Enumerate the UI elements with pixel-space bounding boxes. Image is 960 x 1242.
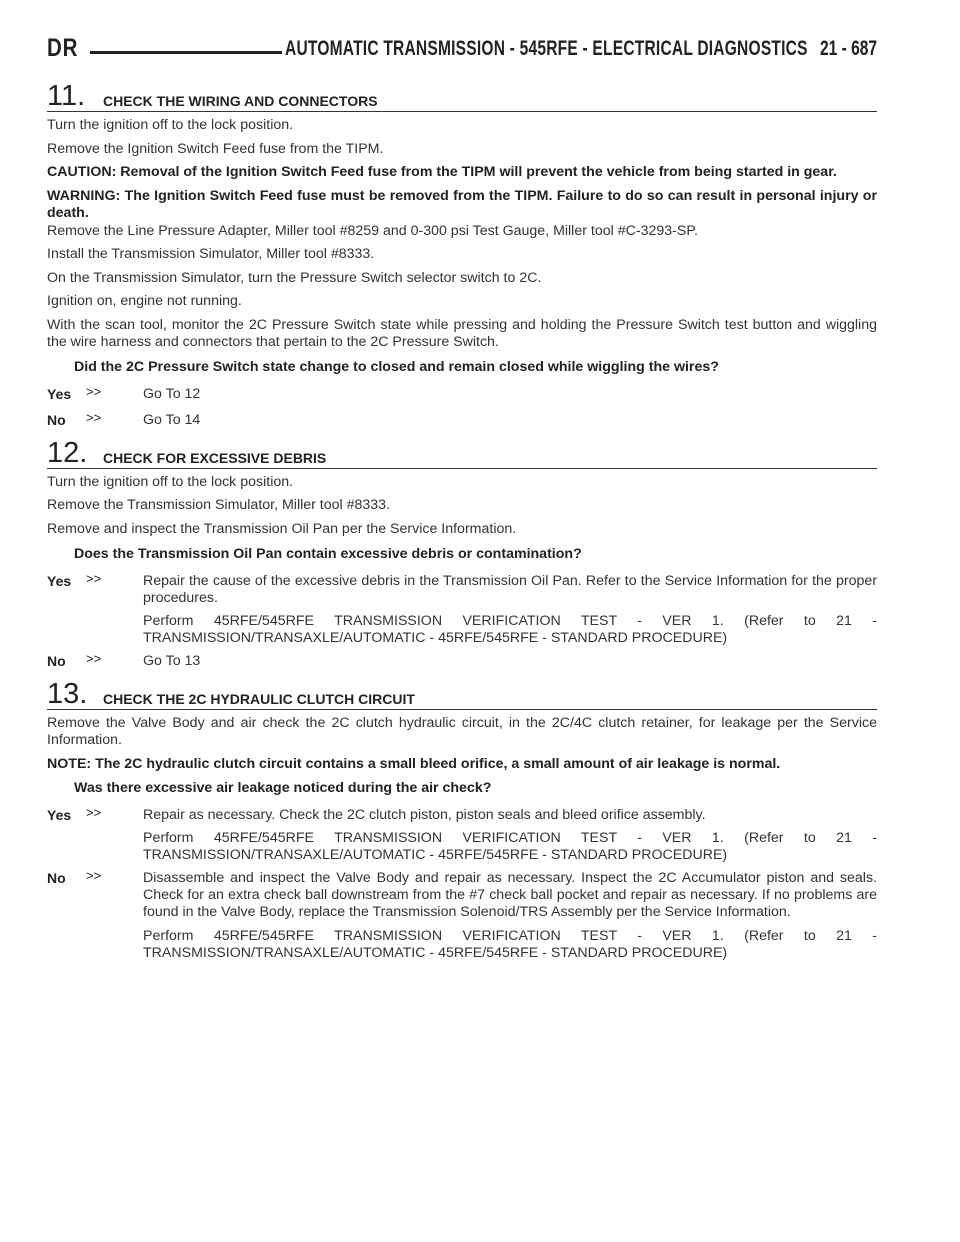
answer-text: Repair the cause of the excessive debris in the Transmission Oil Pan. Refer to the Service Information for the proper procedures. xyxy=(143,572,877,606)
answer-label: No xyxy=(47,870,66,886)
answer-text: Go To 14 xyxy=(143,411,201,428)
step-12 xyxy=(47,438,877,672)
arrow-marker: >> xyxy=(86,383,102,399)
answer-text: Go To 13 xyxy=(143,653,201,669)
question: Was there excessive air leakage noticed during the air check? xyxy=(74,779,492,796)
step-title: CHECK THE WIRING AND CONNECTORS xyxy=(103,93,378,109)
header-model-code: DR xyxy=(47,34,79,62)
caution-text: CAUTION: Removal of the Ignition Switch Feed fuse from the TIPM will prevent the vehicle from being started in gear. xyxy=(47,164,837,180)
arrow-marker: >> xyxy=(86,651,102,666)
header-page-number: 21 - 687 xyxy=(819,37,877,60)
answer-text: Repair as necessary. Check the 2C clutch piston, piston seals and bleed orifice assembly. xyxy=(143,806,706,823)
answer-label: Yes xyxy=(47,385,72,402)
answer-text: Perform 45RFE/545RFE TRANSMISSION VERIFICATION TEST - VER 1. (Refer to 21 - TRANSMISSION/TRANSAXLE/AUTOMATIC - 45RFE/545RFE - STANDARD PROCEDURE) xyxy=(143,613,877,646)
instruction: Ignition on, engine not running. xyxy=(47,293,242,309)
arrow-marker: >> xyxy=(86,804,102,820)
page-header xyxy=(47,34,877,74)
instruction: Turn the ignition off to the lock position. xyxy=(47,117,294,133)
step-title: CHECK THE 2C HYDRAULIC CLUTCH CIRCUIT xyxy=(103,691,415,707)
instruction: Remove the Valve Body and air check the 2C clutch hydraulic circuit, in the 2C/4C clutch retainer, for leakage per the Service Information. xyxy=(47,715,877,748)
note-text: NOTE: The 2C hydraulic clutch circuit contains a small bleed orifice, a small amount of air leakage is normal. xyxy=(47,755,781,772)
step-heading xyxy=(47,438,877,469)
answer-label: No xyxy=(47,653,66,669)
answer-no xyxy=(47,409,877,430)
instruction: Remove and inspect the Transmission Oil Pan per the Service Information. xyxy=(47,520,517,537)
answer-no xyxy=(47,653,877,671)
step-11 xyxy=(47,81,877,430)
step-heading xyxy=(47,81,877,112)
step-title: CHECK FOR EXCESSIVE DEBRIS xyxy=(103,449,327,466)
step-number: 13. xyxy=(47,678,88,710)
instruction: Install the Transmission Simulator, Miller tool #8333. xyxy=(47,246,375,262)
answer-text: Perform 45RFE/545RFE TRANSMISSION VERIFICATION TEST - VER 1. (Refer to 21 - TRANSMISSION/TRANSAXLE/AUTOMATIC - 45RFE/545RFE - STANDARD PROCEDURE) xyxy=(143,927,877,961)
answer-yes xyxy=(47,570,877,648)
question: Did the 2C Pressure Switch state change to closed and remain closed while wiggling the wires? xyxy=(74,358,719,375)
header-rule xyxy=(90,51,282,54)
header-title: AUTOMATIC TRANSMISSION - 545RFE - ELECTRICAL DIAGNOSTICS xyxy=(285,37,808,60)
answer-label: Yes xyxy=(47,572,72,589)
instruction: On the Transmission Simulator, turn the Pressure Switch selector switch to 2C. xyxy=(47,269,542,286)
warning-text: WARNING: The Ignition Switch Feed fuse must be removed from the TIPM. Failure to do so can result in personal injury or death. xyxy=(47,187,877,221)
step-number: 12. xyxy=(47,436,88,469)
answer-label: No xyxy=(47,411,66,428)
arrow-marker: >> xyxy=(86,409,102,425)
instruction: Remove the Transmission Simulator, Miller tool #8333. xyxy=(47,497,391,513)
step-number: 11. xyxy=(47,80,86,112)
step-13 xyxy=(47,679,877,962)
arrow-marker: >> xyxy=(86,868,102,883)
instruction: Remove the Ignition Switch Feed fuse from the TIPM. xyxy=(47,140,384,157)
answer-no xyxy=(47,870,877,962)
answer-yes xyxy=(47,383,877,404)
answer-text: Go To 12 xyxy=(143,385,201,402)
answer-yes xyxy=(47,804,877,865)
instruction: Turn the ignition off to the lock position. xyxy=(47,473,294,490)
question: Does the Transmission Oil Pan contain excessive debris or contamination? xyxy=(74,545,582,562)
instruction: Remove the Line Pressure Adapter, Miller tool #8259 and 0-300 psi Test Gauge, Miller tool #C-3293-SP. xyxy=(47,222,698,239)
instruction: With the scan tool, monitor the 2C Pressure Switch state while pressing and holding the Pressure Switch test button and wiggling the wire harness and connectors that pertain to the 2C Pressure Switch. xyxy=(47,316,877,350)
manual-page xyxy=(47,34,877,962)
step-heading xyxy=(47,679,877,710)
arrow-marker: >> xyxy=(86,570,102,586)
answer-text: Disassemble and inspect the Valve Body and repair as necessary. Inspect the 2C Accumulator piston and seals. Check for an extra check ball downstream from the #7 check ball pocket and repair as necessary. If no problems are found in the Valve Body, replace the Transmission Solenoid/TRS Assembly per the Service Information. xyxy=(143,870,877,920)
answer-text: Perform 45RFE/545RFE TRANSMISSION VERIFICATION TEST - VER 1. (Refer to 21 - TRANSMISSION/TRANSAXLE/AUTOMATIC - 45RFE/545RFE - STANDARD PROCEDURE) xyxy=(143,830,877,863)
answer-label: Yes xyxy=(47,806,72,823)
